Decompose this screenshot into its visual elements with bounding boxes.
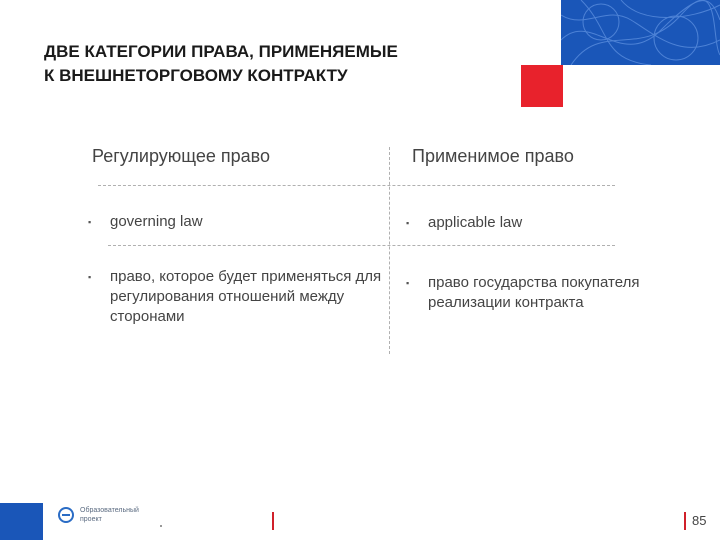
page-number-divider bbox=[684, 512, 686, 530]
bullet-icon: ▪ bbox=[406, 218, 410, 228]
row-separator bbox=[108, 245, 615, 246]
globe-icon bbox=[58, 507, 74, 523]
column-divider bbox=[389, 147, 390, 354]
bullet-icon: ▪ bbox=[406, 278, 410, 288]
column-header-governing: Регулирующее право bbox=[92, 146, 271, 166]
footer-dot bbox=[160, 525, 162, 527]
list-item-text: право государства покупателя реализации контракта bbox=[428, 274, 640, 311]
list-item-text: governing law bbox=[110, 213, 203, 230]
column-header-applicable: Применимое право bbox=[412, 146, 574, 166]
footer-logo bbox=[58, 506, 160, 524]
list-item bbox=[88, 212, 378, 232]
logo-text-line1: Образовательный bbox=[80, 507, 139, 514]
logo-text-line2: проект bbox=[80, 516, 102, 523]
footer-red-divider bbox=[272, 512, 274, 530]
page-number: 85 bbox=[692, 513, 707, 528]
list-item bbox=[406, 213, 696, 233]
bullet-icon: ▪ bbox=[88, 217, 92, 227]
slide-title bbox=[44, 40, 514, 88]
list-item bbox=[88, 267, 388, 327]
slide-title-line1: ДВЕ КАТЕГОРИИ ПРАВА, ПРИМЕНЯЕМЫЕ bbox=[44, 42, 398, 61]
list-item-text: право, которое будет применяться для регулирования отношений между сторонами bbox=[110, 268, 382, 325]
decorative-red-square bbox=[521, 65, 563, 107]
footer-blue-block bbox=[0, 503, 43, 540]
bullet-icon: ▪ bbox=[88, 272, 92, 282]
swirl-pattern-icon bbox=[561, 0, 720, 65]
list-item-text: applicable law bbox=[428, 214, 523, 231]
list-item bbox=[406, 273, 701, 313]
header-separator bbox=[98, 185, 615, 186]
logo-text bbox=[80, 506, 160, 524]
decorative-blue-pattern bbox=[561, 0, 720, 65]
slide-title-line2: К ВНЕШНЕТОРГОВОМУ КОНТРАКТУ bbox=[44, 66, 348, 85]
